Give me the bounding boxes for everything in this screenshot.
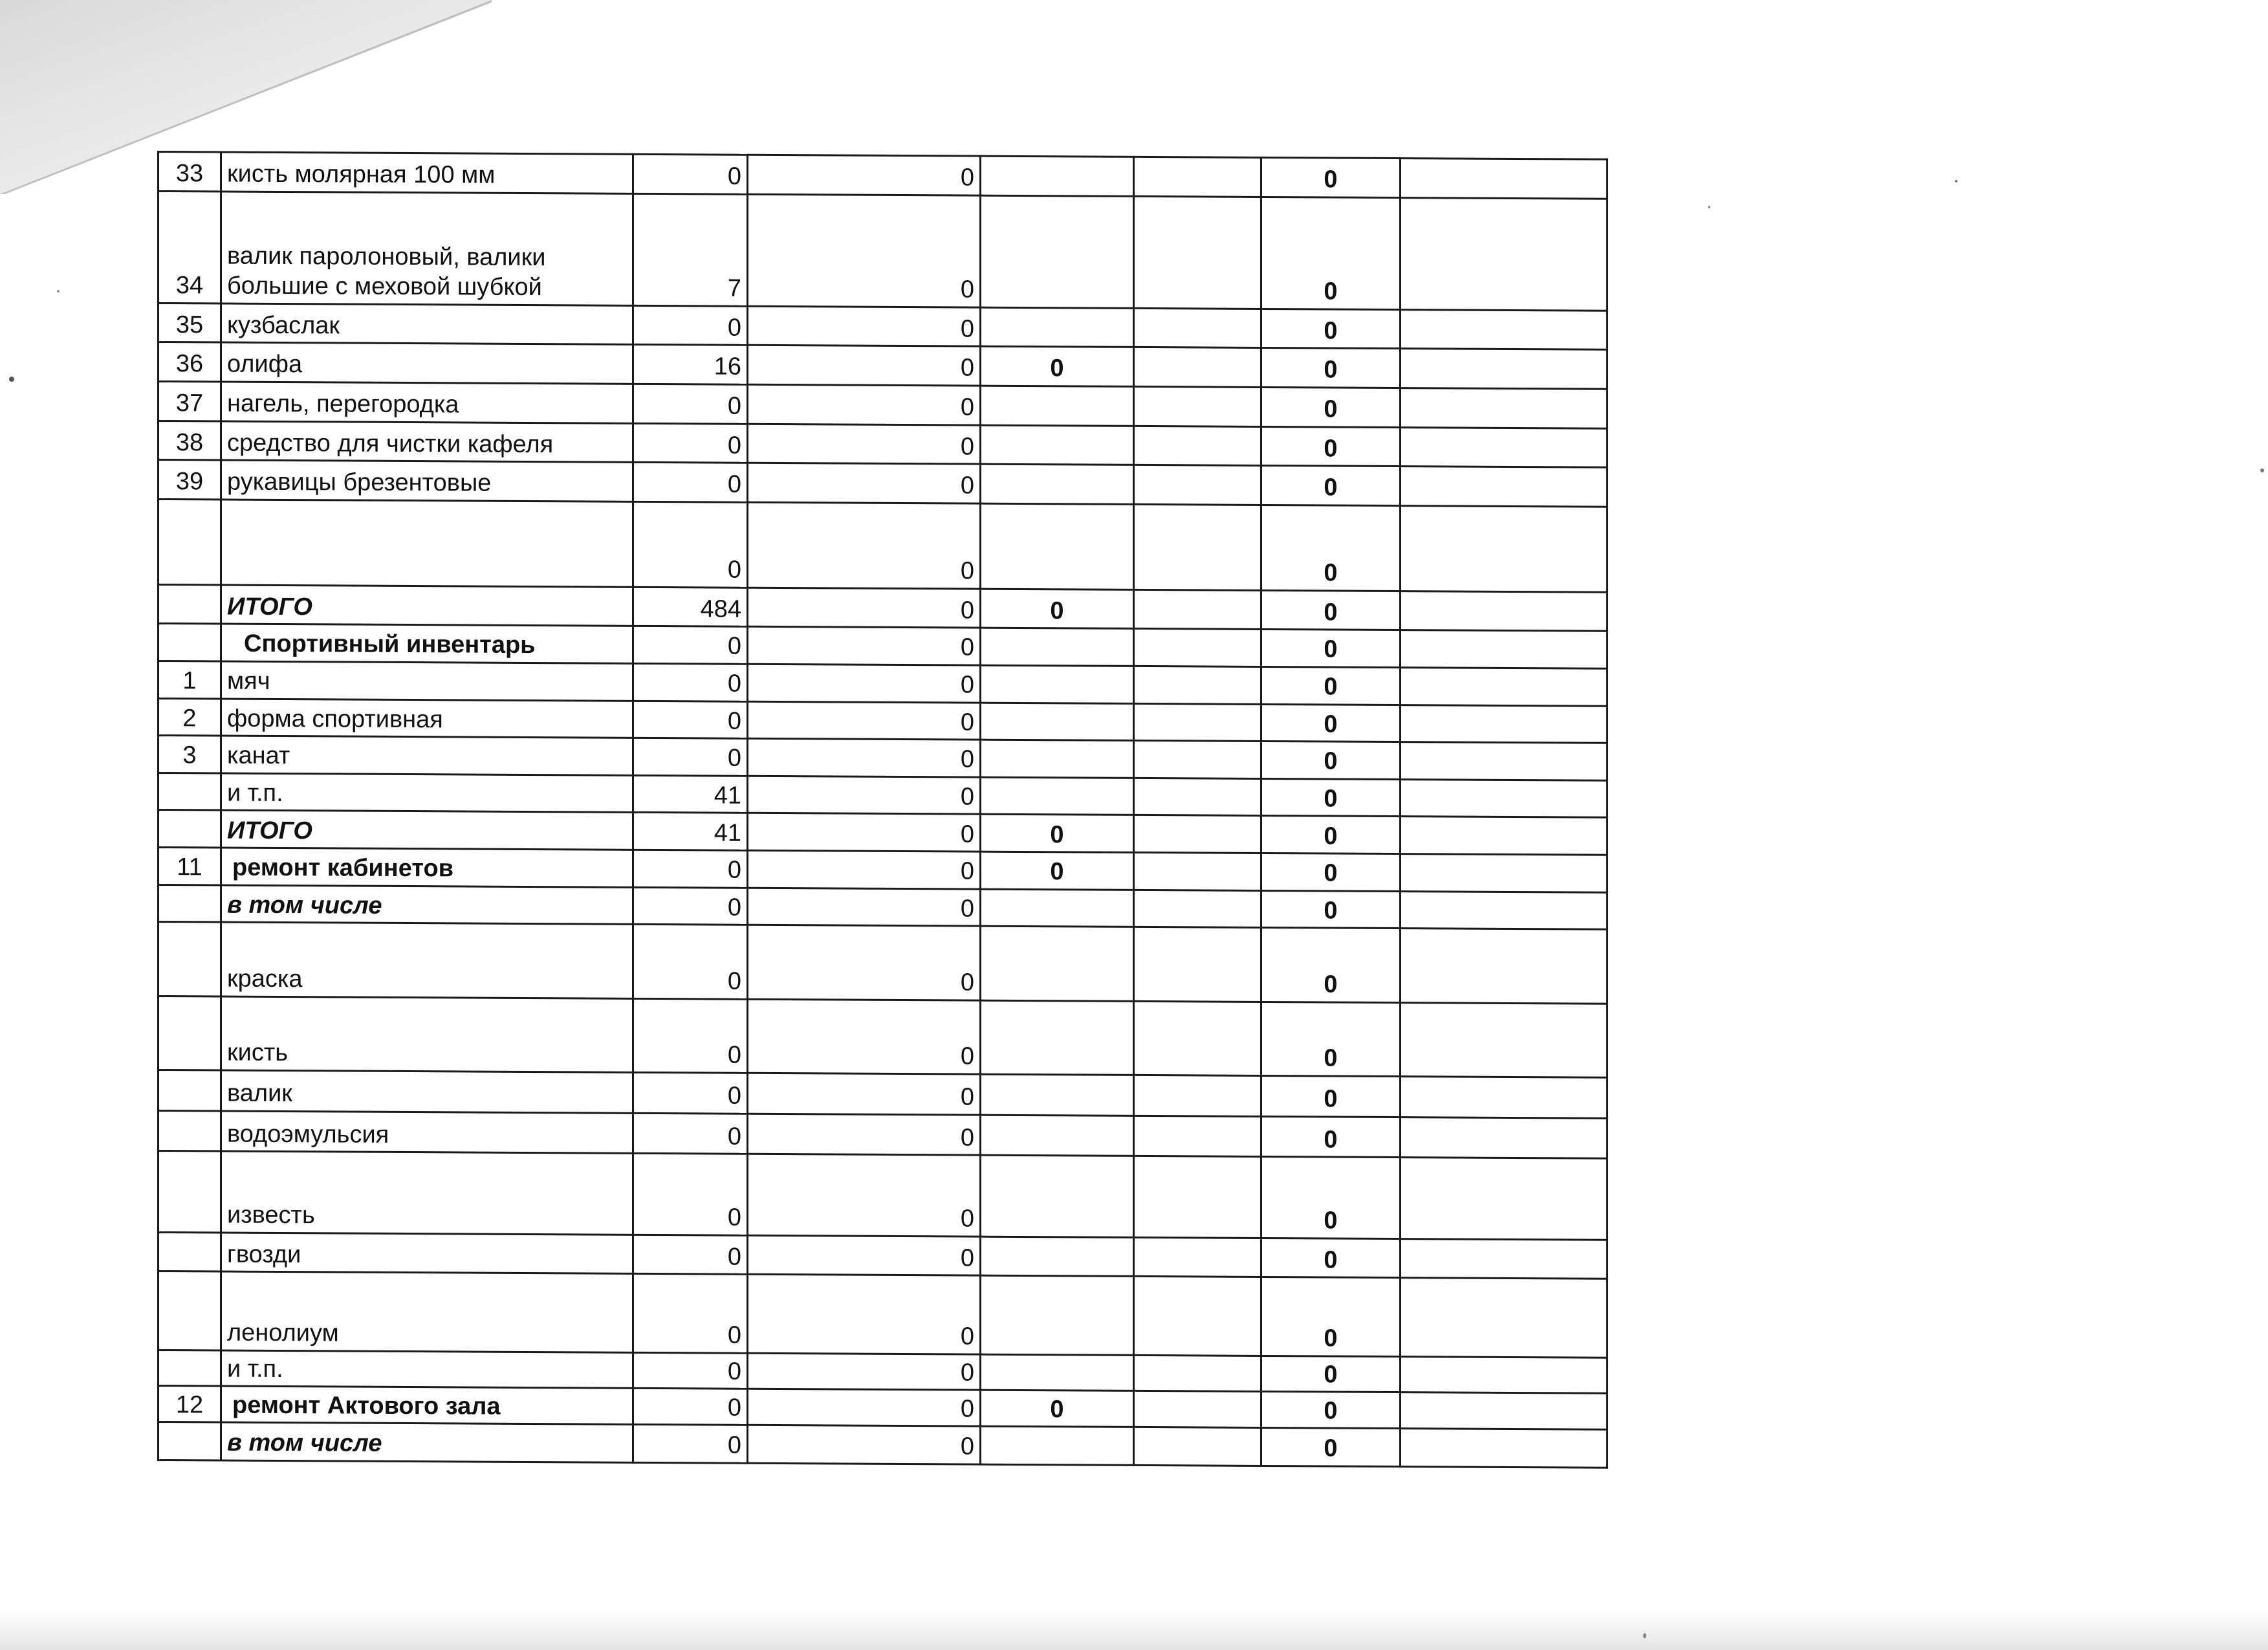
col-d — [1134, 157, 1261, 197]
qty-b: 0 — [748, 346, 981, 386]
item-name: валик — [221, 1070, 633, 1113]
col-e: 0 — [1261, 1356, 1401, 1392]
col-f — [1401, 349, 1608, 389]
item-name: кисть — [221, 996, 633, 1073]
col-e: 0 — [1261, 157, 1401, 197]
row-number: 38 — [158, 421, 221, 460]
table-row — [158, 1422, 1608, 1468]
item-name: известь — [221, 1151, 633, 1235]
qty-b: 0 — [748, 738, 981, 777]
qty-a: 7 — [633, 193, 748, 306]
col-f — [1401, 891, 1608, 929]
qty-b: 0 — [748, 888, 981, 927]
col-d — [1134, 1237, 1261, 1277]
item-name: средство для чистки кафеля — [221, 421, 633, 463]
col-d — [1134, 703, 1261, 742]
item-name: и т.п. — [221, 773, 633, 813]
qty-b: 0 — [748, 776, 981, 815]
qty-b: 0 — [748, 155, 981, 195]
col-d — [1134, 1116, 1261, 1157]
item-name: водоэмульсия — [221, 1111, 633, 1154]
col-e: 0 — [1261, 309, 1401, 349]
col-f — [1401, 667, 1608, 705]
col-f — [1401, 742, 1608, 780]
col-c — [981, 628, 1134, 666]
col-d — [1134, 778, 1261, 816]
col-d — [1134, 426, 1261, 466]
item-name: краска — [221, 922, 633, 998]
col-e: 0 — [1261, 387, 1401, 427]
col-c — [981, 927, 1134, 1002]
item-name — [221, 500, 633, 587]
col-f — [1401, 630, 1608, 668]
col-c: 0 — [981, 589, 1134, 629]
item-name: канат — [221, 736, 633, 775]
col-c — [981, 889, 1134, 927]
col-f — [1401, 1077, 1608, 1118]
col-c — [981, 156, 1134, 196]
scan-speck — [1643, 1633, 1646, 1638]
col-d — [1134, 308, 1261, 348]
scan-speck — [2260, 468, 2264, 472]
qty-a: 41 — [633, 813, 748, 851]
table-row — [158, 1070, 1608, 1117]
col-c — [981, 777, 1134, 815]
qty-a: 0 — [633, 423, 748, 463]
col-f — [1401, 1356, 1608, 1393]
qty-a: 0 — [633, 1389, 748, 1425]
qty-b: 0 — [748, 463, 981, 504]
row-number — [158, 1271, 221, 1350]
col-f — [1401, 309, 1608, 349]
item-name: в том числе — [221, 885, 633, 925]
col-f — [1401, 779, 1608, 817]
col-d — [1134, 196, 1261, 309]
col-e: 0 — [1261, 1075, 1401, 1117]
table-row — [158, 1151, 1608, 1240]
col-c — [981, 740, 1134, 778]
col-c — [981, 1276, 1134, 1356]
col-c — [981, 1000, 1134, 1075]
table-row — [158, 500, 1608, 592]
col-d — [1134, 1355, 1261, 1392]
col-d — [1134, 1001, 1261, 1075]
col-f — [1401, 1429, 1608, 1468]
col-e: 0 — [1261, 704, 1401, 742]
qty-a: 0 — [633, 850, 748, 888]
qty-a: 0 — [633, 925, 748, 999]
qty-a: 0 — [633, 305, 748, 346]
row-number: 2 — [158, 698, 221, 736]
row-number: 34 — [158, 191, 221, 303]
qty-b: 0 — [748, 813, 981, 852]
scan-speck — [1955, 180, 1957, 182]
row-number — [158, 810, 221, 848]
materials-table — [157, 151, 1608, 1469]
item-name: ремонт Актового зала — [221, 1387, 633, 1425]
col-e: 0 — [1261, 1002, 1401, 1076]
col-e: 0 — [1261, 1277, 1401, 1357]
col-e: 0 — [1261, 742, 1401, 780]
col-f — [1401, 159, 1608, 199]
qty-b: 0 — [748, 306, 981, 347]
col-d — [1134, 386, 1261, 426]
col-f — [1401, 591, 1608, 631]
col-f — [1401, 427, 1608, 467]
row-number — [158, 922, 221, 996]
row-number — [158, 624, 221, 661]
qty-a: 0 — [633, 626, 748, 665]
col-f — [1401, 1238, 1608, 1279]
qty-b: 0 — [748, 627, 981, 666]
scanned-table-sheet — [157, 151, 1606, 1469]
qty-b: 0 — [748, 999, 981, 1074]
col-e: 0 — [1261, 853, 1401, 892]
table-row — [158, 1110, 1608, 1158]
col-e: 0 — [1261, 197, 1401, 309]
col-c — [981, 386, 1134, 426]
col-e: 0 — [1261, 816, 1401, 854]
row-number: 33 — [158, 152, 221, 192]
col-e: 0 — [1261, 890, 1401, 929]
col-c: 0 — [981, 852, 1134, 890]
qty-b: 0 — [748, 850, 981, 889]
col-f — [1401, 467, 1608, 507]
col-c — [981, 665, 1134, 703]
qty-a: 16 — [633, 345, 748, 385]
row-number — [158, 996, 221, 1070]
col-e: 0 — [1261, 1392, 1401, 1429]
col-f — [1401, 1278, 1608, 1358]
col-f — [1401, 1002, 1608, 1077]
item-name: кисть молярная 100 мм — [221, 152, 633, 193]
col-c: 0 — [981, 815, 1134, 853]
col-c: 0 — [981, 1391, 1134, 1427]
qty-a: 41 — [633, 775, 748, 813]
qty-a: 0 — [633, 1072, 748, 1114]
col-d — [1134, 890, 1261, 928]
col-d — [1134, 589, 1261, 630]
qty-a: 0 — [633, 887, 748, 925]
qty-a: 0 — [633, 1424, 748, 1463]
row-number: 39 — [158, 460, 221, 500]
item-name: кузбаслак — [221, 303, 633, 345]
col-c — [981, 503, 1134, 589]
qty-a: 0 — [633, 463, 748, 503]
col-f — [1401, 854, 1608, 892]
col-c — [981, 1074, 1134, 1116]
col-f — [1401, 1392, 1608, 1429]
row-number: 35 — [158, 303, 221, 342]
col-e: 0 — [1261, 1428, 1401, 1467]
col-c — [981, 195, 1134, 308]
col-e: 0 — [1261, 466, 1401, 506]
col-f — [1401, 705, 1608, 743]
item-name: Спортивный инвентарь — [221, 624, 633, 663]
qty-b: 0 — [748, 925, 981, 1000]
item-name: рукавицы брезентовые — [221, 460, 633, 501]
qty-b: 0 — [748, 1154, 981, 1237]
table-row — [158, 922, 1608, 1004]
row-number: 36 — [158, 342, 221, 382]
row-number — [158, 584, 221, 624]
qty-b: 0 — [748, 1114, 981, 1156]
qty-a: 0 — [633, 1352, 748, 1389]
row-number — [158, 773, 221, 810]
item-name: ленолиум — [221, 1272, 633, 1353]
row-number: 1 — [158, 661, 221, 698]
qty-a: 0 — [633, 384, 748, 424]
qty-a: 0 — [633, 663, 748, 701]
item-name: ИТОГО — [221, 585, 633, 626]
qty-b: 0 — [748, 384, 981, 425]
col-e: 0 — [1261, 505, 1401, 591]
qty-a: 0 — [633, 738, 748, 776]
col-e: 0 — [1261, 590, 1401, 630]
col-f — [1401, 817, 1608, 855]
qty-a: 0 — [633, 1274, 748, 1353]
col-f — [1401, 1158, 1608, 1240]
qty-b: 0 — [748, 1073, 981, 1115]
qty-b: 0 — [748, 701, 981, 740]
col-f — [1401, 506, 1608, 592]
col-d — [1134, 504, 1261, 590]
qty-b: 0 — [748, 1389, 981, 1427]
table-row — [158, 1271, 1608, 1358]
item-name: мяч — [221, 661, 633, 701]
row-number: 11 — [158, 848, 221, 885]
qty-a: 0 — [633, 998, 748, 1073]
item-name: и т.п. — [221, 1350, 633, 1389]
qty-a: 0 — [633, 1113, 748, 1154]
row-number — [158, 1350, 221, 1386]
table-row — [158, 191, 1608, 311]
item-name: нагель, перегородка — [221, 382, 633, 423]
item-name: в том числе — [221, 1422, 633, 1462]
qty-b: 0 — [748, 1353, 981, 1391]
item-name: гвозди — [221, 1233, 633, 1274]
row-number — [158, 1110, 221, 1151]
row-number: 3 — [158, 736, 221, 773]
row-number: 12 — [158, 1386, 221, 1422]
qty-b: 0 — [748, 588, 981, 628]
col-c — [981, 1237, 1134, 1277]
col-d — [1134, 1156, 1261, 1238]
col-d — [1134, 741, 1261, 779]
col-e: 0 — [1261, 1238, 1401, 1278]
qty-b: 0 — [748, 664, 981, 703]
qty-b: 0 — [748, 1425, 981, 1464]
col-e: 0 — [1261, 426, 1401, 467]
col-e: 0 — [1261, 348, 1401, 388]
qty-b: 0 — [748, 1235, 981, 1276]
col-d — [1134, 927, 1261, 1002]
col-f — [1401, 929, 1608, 1004]
col-d — [1134, 465, 1261, 505]
table-row — [158, 996, 1608, 1077]
item-name: олифа — [221, 342, 633, 384]
col-e: 0 — [1261, 1157, 1401, 1239]
col-d — [1134, 1277, 1261, 1356]
col-c — [981, 703, 1134, 741]
col-f — [1401, 197, 1608, 311]
col-c — [981, 465, 1134, 505]
qty-a: 484 — [633, 587, 748, 627]
col-c — [981, 1426, 1134, 1465]
qty-b: 0 — [748, 194, 981, 307]
col-e: 0 — [1261, 666, 1401, 705]
col-d — [1134, 629, 1261, 667]
qty-b: 0 — [748, 424, 981, 465]
col-e: 0 — [1261, 928, 1401, 1002]
qty-a: 0 — [633, 501, 748, 587]
qty-a: 0 — [633, 154, 748, 194]
col-f — [1401, 388, 1608, 428]
col-e: 0 — [1261, 778, 1401, 817]
col-d — [1134, 666, 1261, 704]
row-number — [158, 885, 221, 922]
col-d — [1134, 815, 1261, 853]
qty-a: 0 — [633, 701, 748, 739]
col-e: 0 — [1261, 630, 1401, 668]
col-c — [981, 425, 1134, 465]
scan-speck — [1708, 206, 1710, 208]
qty-b: 0 — [748, 502, 981, 588]
col-c — [981, 1354, 1134, 1391]
col-c — [981, 307, 1134, 347]
item-name: форма спортивная — [221, 699, 633, 738]
item-name: ИТОГО — [221, 810, 633, 850]
row-number — [158, 1232, 221, 1271]
col-c — [981, 1115, 1134, 1156]
scan-speck — [9, 377, 14, 382]
col-c — [981, 1156, 1134, 1238]
row-number — [158, 1070, 221, 1110]
col-f — [1401, 1117, 1608, 1158]
row-number: 37 — [158, 382, 221, 421]
scan-speck — [57, 290, 60, 292]
row-number — [158, 1151, 221, 1233]
row-number — [158, 1422, 221, 1460]
qty-b: 0 — [748, 1275, 981, 1354]
col-d — [1134, 1075, 1261, 1116]
qty-a: 0 — [633, 1235, 748, 1275]
col-d — [1134, 852, 1261, 890]
scan-bottom-shadow — [0, 1611, 2268, 1650]
item-name: ремонт кабинетов — [221, 848, 633, 887]
item-name: валик паролоновый, валики большие с меховой шубкой — [221, 192, 633, 305]
col-c: 0 — [981, 346, 1134, 386]
col-d — [1134, 347, 1261, 388]
col-e: 0 — [1261, 1116, 1401, 1158]
col-d — [1134, 1391, 1261, 1428]
col-d — [1134, 1427, 1261, 1466]
row-number — [158, 500, 221, 585]
qty-a: 0 — [633, 1154, 748, 1235]
